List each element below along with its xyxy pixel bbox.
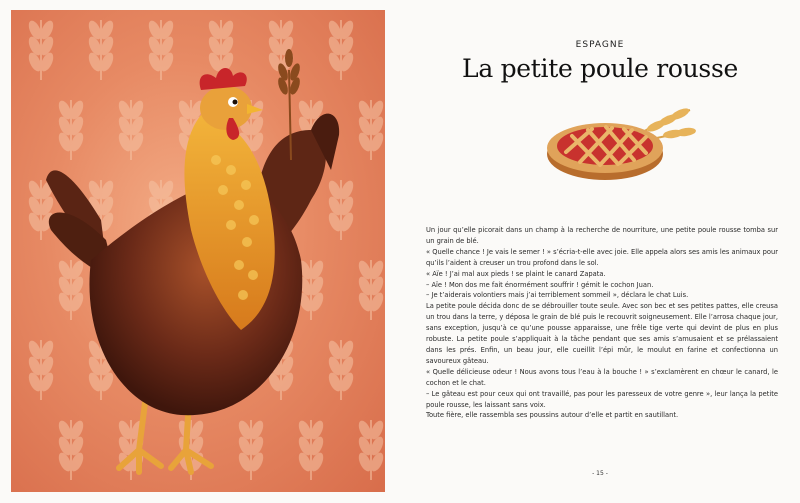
paragraph: « Quelle délicieuse odeur ! Nous avons tous l’eau à la bouche ! » s’exclamèrent en chœur le canard, le cochon et le chat. (426, 367, 778, 387)
paragraph: « Quelle chance ! Je vais le semer ! » s’écria-t-elle avec joie. Elle appela alors ses amis les animaux pour qu’ils l’aident à creuser un trou profond dans le sol. (426, 247, 778, 267)
paragraph: – Le gâteau est pour ceux qui ont travaillé, pas pour les paresseux de votre genre », leur lança la petite poule rousse, les laissant sans voix. (426, 389, 778, 409)
hen-illustration-artwork (11, 10, 385, 492)
country-label: ESPAGNE (575, 40, 625, 50)
paragraph: – Je t’aiderais volontiers mais j’ai terriblement sommeil », déclara le chat Luis. (426, 291, 689, 300)
hen-comb (200, 68, 247, 90)
paragraph: La petite poule décida donc de se débrouiller toute seule. Avec son bec et ses petites pattes, elle creusa un trou dans la terre, y déposa le grain de blé puis le recouvrit soigneusement. Elle l’arrosa chaque jour, sans exception, jusqu’à ce qu’une pousse apparaisse, une frêle tige verte qui devint de plus en plus robuste. La petite poule s’appliquait à la tâche pendant que ses amis s’amusaient et se prélassaient dans les prés. Enfin, un beau jour, elle cueillit l’épi mûr, le moulut en farine et confectionna un savoureux gâteau. (426, 302, 778, 365)
hen-illustration (11, 10, 385, 492)
text-page (400, 0, 800, 503)
story-text (426, 225, 778, 421)
paragraph: Un jour qu’elle picorait dans un champ à la recherche de nourriture, une petite poule rousse tomba sur un grain de blé. (426, 226, 778, 245)
page-number: - 15 - (592, 470, 608, 477)
paragraph: – Aïe ! Mon dos me fait énormément souffrir ! gémit le cochon Juan. (426, 280, 654, 289)
tart-illustration (540, 92, 700, 192)
story-title: La petite poule rousse (462, 54, 738, 83)
paragraph: « Aïe ! J’ai mal aux pieds ! se plaint le canard Zapata. (426, 269, 606, 278)
hen-head (200, 86, 252, 130)
paragraph: Toute fière, elle rassembla ses poussins autour d’elle et partit en sautillant. (426, 411, 679, 420)
